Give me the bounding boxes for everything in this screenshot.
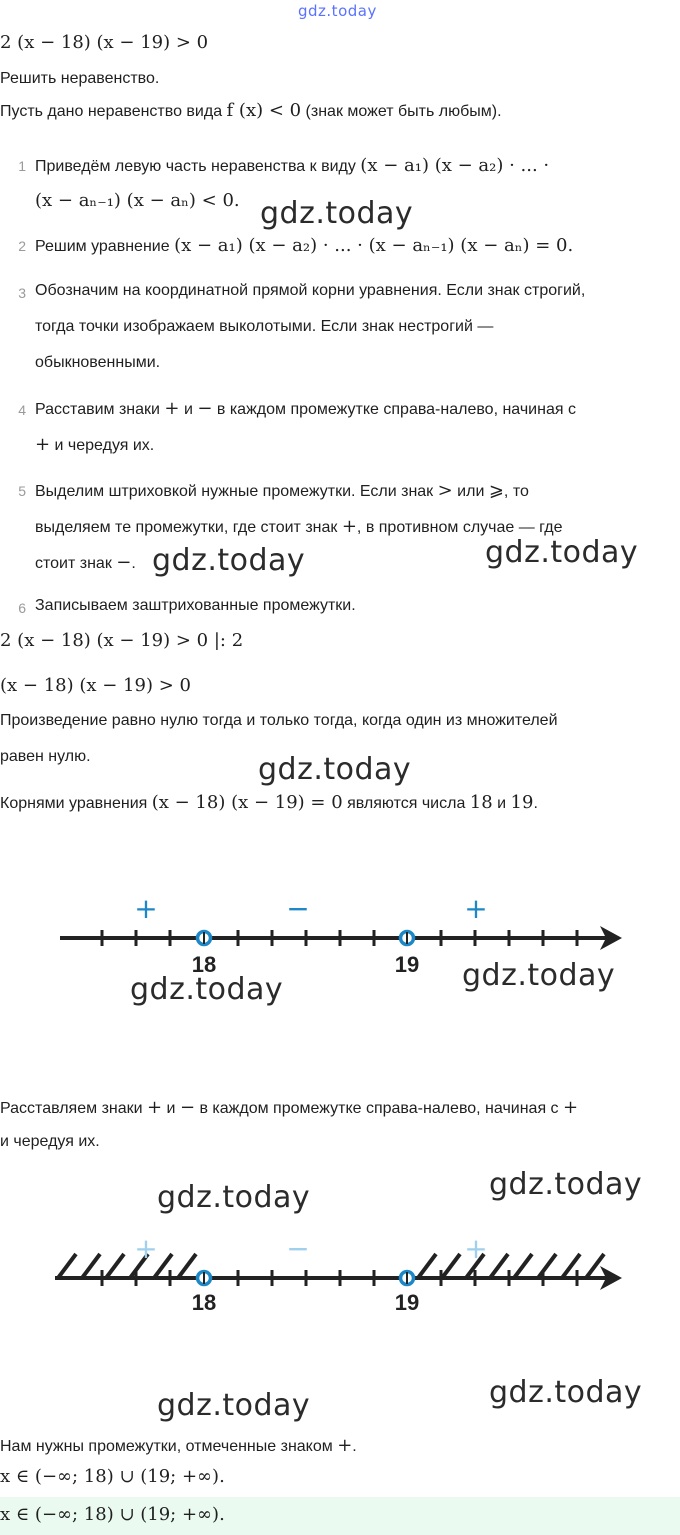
hatch-stroke (490, 1254, 508, 1278)
step-4-line-2 (35, 434, 154, 455)
plus-sign: + (563, 1097, 579, 1118)
hatch-stroke (538, 1254, 556, 1278)
hatch-stroke (82, 1254, 100, 1278)
point-label-19: 19 (394, 952, 420, 977)
step-5-line-3 (35, 552, 136, 573)
interval-sign: + (134, 892, 158, 925)
need-text: Нам нужны промежутки, отмеченные знаком (0, 1438, 338, 1455)
equation-simplified: (x − 18) (x − 19) > 0 (0, 675, 191, 696)
watermark: gdz.today (260, 196, 414, 231)
interval-sign: − (286, 1232, 310, 1265)
step-number: 2 (18, 238, 26, 254)
minus-sign: − (197, 398, 213, 419)
general-rule-after: (знак может быть любым). (301, 103, 502, 120)
point-label-18: 18 (191, 1290, 217, 1315)
point-label-18: 18 (191, 952, 217, 977)
step-number: 1 (18, 158, 26, 174)
roots-text: Корнями уравнения (0, 795, 152, 812)
step-5-text: , в противном случае — где (356, 519, 563, 536)
watermark: gdz.today (130, 972, 284, 1007)
greater-sign: > (437, 480, 453, 501)
root-value: 19 (510, 792, 534, 813)
step-5-text: , то (503, 483, 529, 500)
need-sentence (0, 1435, 357, 1456)
root-point-18 (198, 932, 211, 945)
step-2-text: Решим уравнение (35, 238, 175, 255)
watermark: gdz.today (489, 1375, 643, 1410)
step-5-line-2 (35, 516, 563, 537)
plus-sign: + (147, 1097, 163, 1118)
geq-sign: ⩾ (488, 480, 504, 501)
step-3-line: Обозначим на координатной прямой корни уравнения. Если знак строгий, (35, 282, 586, 299)
hatch-stroke (418, 1254, 436, 1278)
plus-sign: + (337, 1435, 353, 1456)
watermark: gdz.today (157, 1180, 311, 1215)
step-1-line-2: (x − aₙ₋₁) (x − aₙ) < 0. (35, 190, 240, 211)
roots-text: . (533, 795, 538, 812)
signs-sentence-line-2: и чередуя их. (0, 1133, 100, 1150)
watermark: gdz.today (157, 1388, 311, 1423)
step-2 (35, 235, 573, 256)
step-1-formula: (x − a₁) (x − a₂) · ... · (360, 155, 550, 176)
watermark: gdz.today (258, 752, 412, 787)
step-number: 4 (18, 402, 26, 418)
answer: x ∈ (−∞; 18) ∪ (19; +∞). (0, 1504, 225, 1525)
step-5-text: . (131, 555, 136, 572)
task-inequality: 2 (x − 18) (x − 19) > 0 (0, 32, 209, 53)
watermark: gdz.today (152, 543, 306, 578)
step-4-line-1 (35, 398, 576, 419)
solution: x ∈ (−∞; 18) ∪ (19; +∞). (0, 1466, 225, 1487)
step-5-text: Выделим штриховкой нужные промежутки. Если знак (35, 483, 438, 500)
hatch-stroke (442, 1254, 460, 1278)
point-label-19: 19 (394, 1290, 420, 1315)
root-point-19 (401, 932, 414, 945)
roots-formula: (x − 18) (x − 19) = 0 (151, 792, 343, 813)
hatch-stroke (178, 1254, 196, 1278)
step-number: 5 (18, 483, 26, 499)
minus-sign: − (116, 552, 132, 573)
step-5-text: стоит знак (35, 555, 117, 572)
watermark: gdz.today (485, 535, 639, 570)
step-3-line: обыкновенными. (35, 354, 161, 371)
roots-text: и (492, 795, 511, 812)
answer-box (0, 1497, 680, 1535)
root-value: 18 (469, 792, 493, 813)
step-number: 6 (18, 600, 26, 616)
step-5-text: или (452, 483, 489, 500)
general-rule (0, 100, 502, 121)
root-point-18 (198, 1272, 211, 1285)
minus-sign: − (179, 1097, 196, 1118)
step-6: Записываем заштрихованные промежутки. (35, 597, 356, 614)
roots-text: являются числа (342, 795, 470, 812)
plus-sign: + (35, 434, 51, 455)
plus-sign: + (341, 516, 357, 537)
hatching-left (58, 1254, 196, 1278)
product-rule-line: равен нулю. (0, 748, 91, 765)
general-rule-before: Пусть дано неравенство вида (0, 103, 227, 120)
roots-sentence (0, 792, 538, 813)
step-5-text: выделяем те промежутки, где стоит знак (35, 519, 342, 536)
step-4-text: в каждом промежутке справа-налево, начиная с (212, 401, 576, 418)
interval-sign: − (286, 892, 310, 925)
interval-sign: + (134, 1232, 158, 1265)
intro-text: Решить неравенство. (0, 70, 160, 87)
step-4-text: и чередуя их. (50, 437, 155, 454)
signs-text: и (162, 1100, 180, 1117)
hatch-stroke (586, 1254, 604, 1278)
step-number: 3 (18, 285, 26, 301)
signs-text: в каждом промежутке справа-налево, начиная с (195, 1100, 563, 1117)
watermark: gdz.today (489, 1167, 643, 1202)
product-rule-line: Произведение равно нулю тогда и только тогда, когда один из множителей (0, 712, 558, 729)
plus-sign: + (164, 398, 180, 419)
need-text: . (352, 1438, 357, 1455)
step-2-formula: (x − a₁) (x − a₂) · ... · (x − aₙ₋₁) (x − aₙ) = 0. (174, 235, 574, 256)
number-line-2 (0, 1220, 680, 1330)
step-1-text: Приведём левую часть неравенства к виду (35, 158, 361, 175)
hatch-stroke (514, 1254, 532, 1278)
step-5-line-1 (35, 480, 529, 501)
watermark-top: gdz.today (298, 2, 377, 20)
signs-sentence-line-1 (0, 1097, 578, 1118)
interval-sign: + (464, 892, 488, 925)
step-4-text: и (179, 401, 198, 418)
step-1-line-1 (35, 155, 549, 176)
hatch-stroke (58, 1254, 76, 1278)
hatch-stroke (106, 1254, 124, 1278)
general-rule-formula: f (x) < 0 (226, 100, 302, 121)
step-4-text: Расставим знаки (35, 401, 165, 418)
equation-divide: 2 (x − 18) (x − 19) > 0 |: 2 (0, 630, 244, 651)
interval-sign: + (464, 1232, 488, 1265)
watermark: gdz.today (462, 958, 616, 993)
step-3-line: тогда точки изображаем выколотыми. Если знак нестрогий — (35, 318, 494, 335)
signs-text: Расставляем знаки (0, 1100, 148, 1117)
root-point-19 (401, 1272, 414, 1285)
